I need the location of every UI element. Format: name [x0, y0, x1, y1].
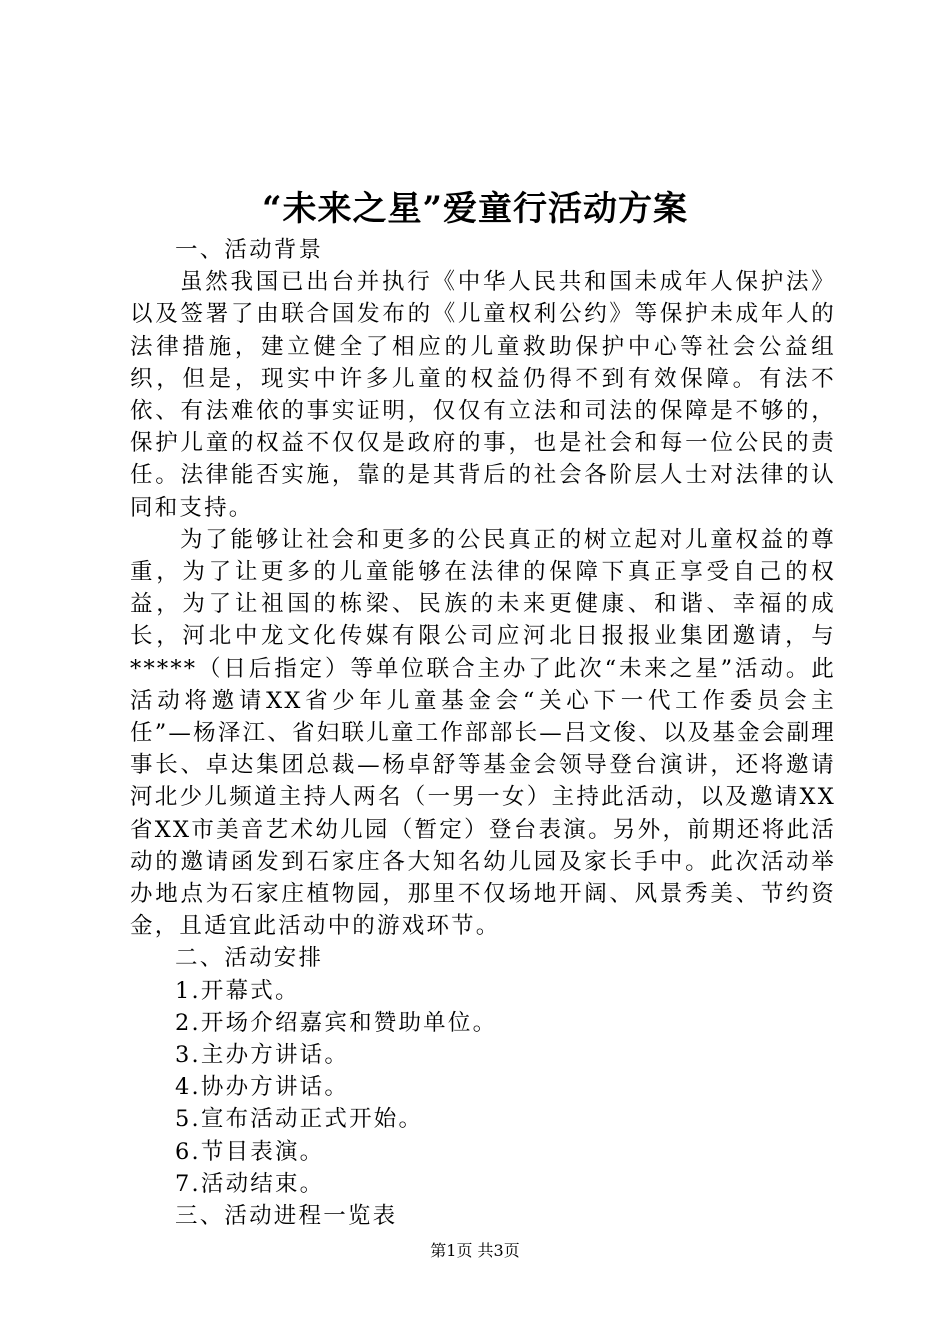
paragraph-background-2: 为了能够让社会和更多的公民真正的树立起对儿童权益的尊重，为了让更多的儿童能够在法律的保障下真正享受自己的权益，为了让祖国的栋梁、民族的未来更健康、和谐、幸福的成长，河北中龙文化传媒有限公司应河北日报报业集团邀请，与*****（日后指定）等单位联合主办了此次“未来之星”活动。此活动将邀请XX省少年儿童基金会“关心下一代工作委员会主任”—杨泽江、省妇联儿童工作部部长—吕文俊、以及基金会副理事长、卓达集团总裁—杨卓舒等基金会领导登台演讲，还将邀请河北少儿频道主持人两名（一男一女）主持此活动，以及邀请XX省XX市美音艺术幼儿园（暂定）登台表演。另外，前期还将此活动的邀请函发到石家庄各大知名幼儿园及家长手中。此次活动举办地点为石家庄植物园，那里不仅场地开阔、风景秀美、节约资金，且适宜此活动中的游戏环节。: [130, 526, 836, 940]
document-title: “未来之星”爱童行活动方案: [261, 189, 689, 229]
paragraph-background-1: 虽然我国已出台并执行《中华人民共和国未成年人保护法》以及签署了由联合国发布的《儿童权利公约》等保护未成年人的法律措施，建立健全了相应的儿童救助保护中心等社会公益组织，但是，现实中许多儿童的权益仍得不到有效保障。有法不依、有法难依的事实证明，仅仅有立法和司法的保障是不够的，保护儿童的权益不仅仅是政府的事，也是社会和每一位公民的责任。法律能否实施，靠的是其背后的社会各阶层人士对法律的认同和支持。: [130, 269, 836, 521]
page-footer: 第1页 共3页: [430, 1241, 520, 1260]
section-heading-schedule: 二、活动安排: [175, 945, 324, 972]
schedule-item: 7.活动结束。: [175, 1170, 325, 1197]
section-heading-progress-table: 三、活动进程一览表: [175, 1203, 398, 1230]
schedule-item: 1.开幕式。: [175, 977, 300, 1004]
schedule-item: 5.宣布活动正式开始。: [175, 1106, 424, 1133]
schedule-item: 6.节目表演。: [175, 1138, 325, 1165]
document-body: [130, 234, 836, 1232]
schedule-item: 2.开场介绍嘉宾和赞助单位。: [175, 1009, 498, 1036]
schedule-item: 4.协办方讲话。: [175, 1074, 350, 1101]
schedule-item: 3.主办方讲话。: [175, 1042, 350, 1069]
section-heading-background: 一、活动背景: [175, 237, 324, 263]
